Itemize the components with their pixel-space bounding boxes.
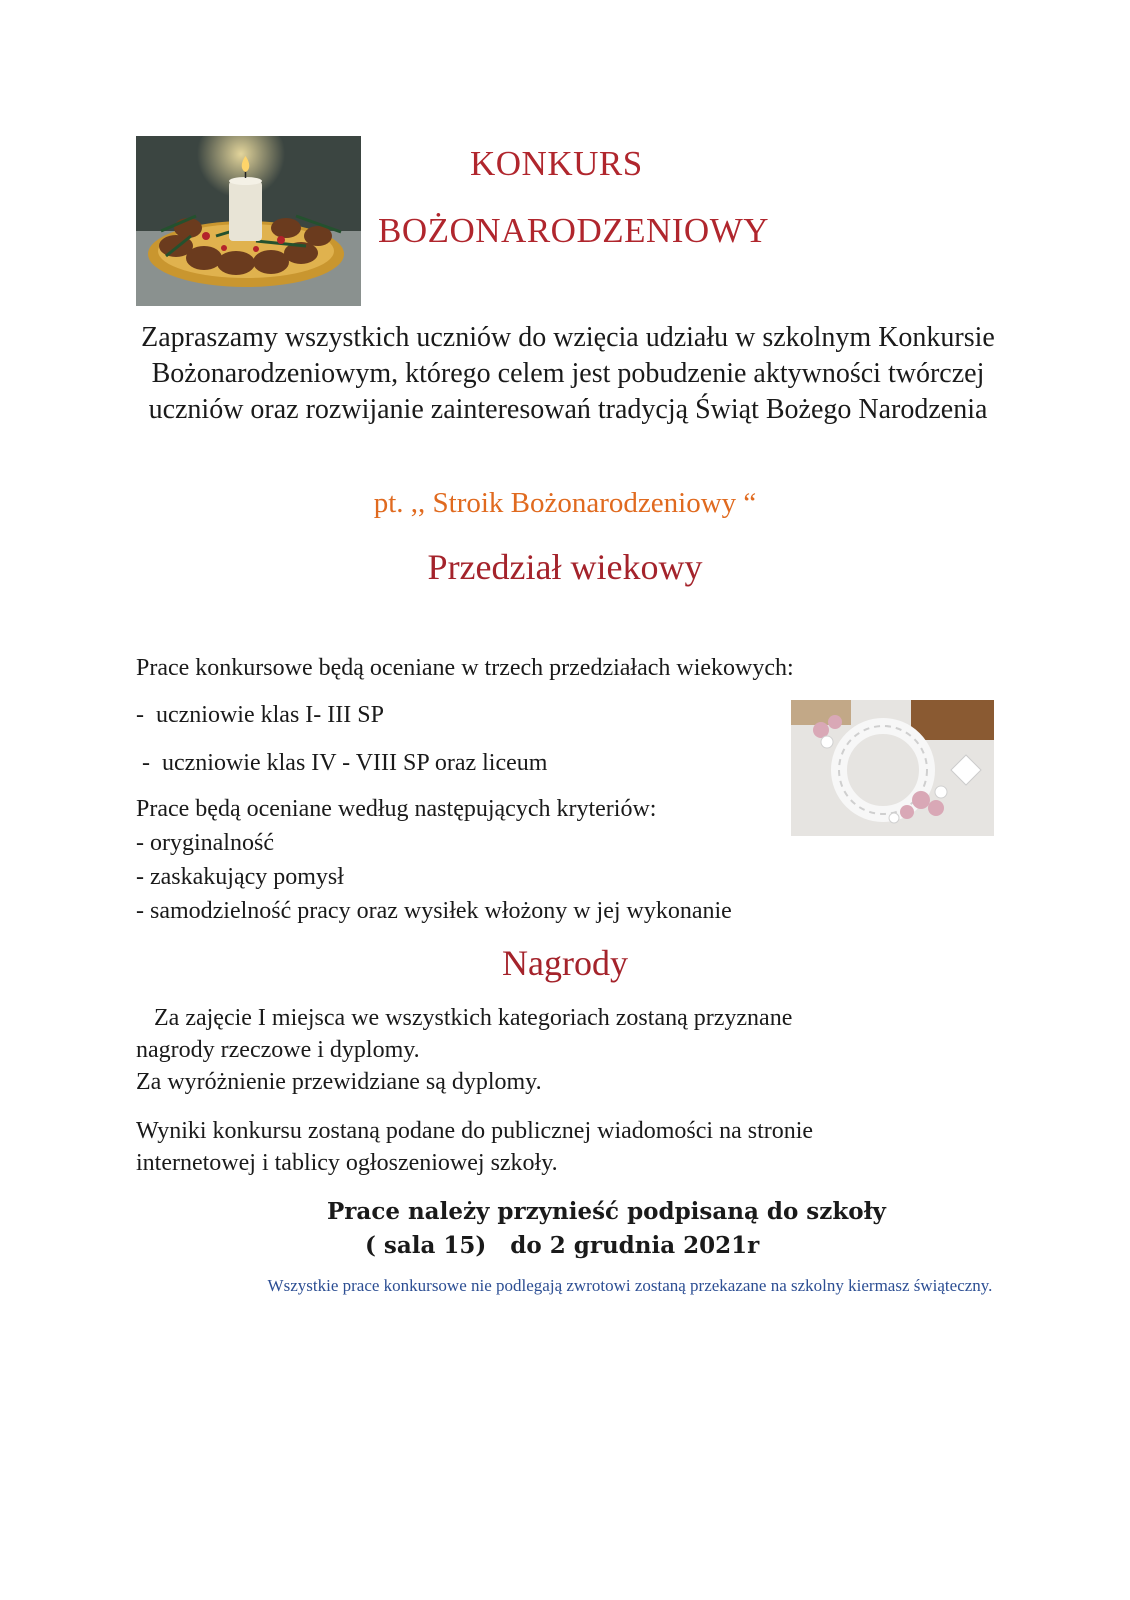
prizes-text: Za wyróżnienie przewidziane są dyplomy. — [136, 1069, 542, 1095]
footnote-text: Wszystkie prace konkursowe nie podlegają zwrotowi zostaną przekazane na szkolny kiermasz świąteczny. — [267, 1276, 993, 1295]
results-text: Wyniki konkursu zostaną podane do publicznej wiadomości na stronie — [136, 1118, 814, 1144]
title-line-2: BOŻONARODZENIOWY — [378, 211, 770, 250]
contest-subtitle: pt. ,, Stroik Bożonarodzeniowy “ — [373, 487, 757, 519]
prizes-section-heading: Nagrody — [502, 943, 628, 983]
prizes-text: Za zajęcie I miejsca we wszystkich kategoriach zostaną przyznane — [136, 1005, 793, 1031]
title-line-1: KONKURS — [470, 144, 643, 183]
deadline-line-2: ( sala 15) do 2 grudnia 2021r — [365, 1232, 760, 1259]
criteria-lead-text: Prace będą oceniane według następujących kryteriów: — [136, 796, 657, 822]
deadline-line-1: Prace należy przynieść podpisaną do szkoły — [327, 1198, 886, 1225]
criteria-item: - oryginalność — [136, 830, 274, 856]
results-text: internetowej i tablicy ogłoszeniowej szkoły. — [136, 1150, 558, 1176]
criteria-item: - samodzielność pracy oraz wysiłek włożony w jej wykonanie — [136, 898, 732, 924]
intro-paragraph: Zapraszamy wszystkich uczniów do wzięcia udziału w szkolnym Konkursie Bożonarodzeniowym, którego celem jest pobudzenie aktywności twórczej uczniów oraz rozwijanie zainteresowań tradycją Świąt Bożego Narodzenia — [141, 322, 995, 425]
advent-wreath-photo — [136, 136, 361, 306]
age-group-item: - uczniowie klas I- III SP — [136, 702, 384, 728]
age-section-heading: Przedział wiekowy — [427, 547, 703, 587]
age-group-item: - uczniowie klas IV - VIII SP oraz liceum — [136, 750, 548, 776]
age-lead-text: Prace konkursowe będą oceniane w trzech przedziałach wiekowych: — [136, 655, 794, 681]
prizes-text: nagrody rzeczowe i dyplomy. — [136, 1037, 420, 1063]
criteria-item: - zaskakujący pomysł — [136, 864, 344, 890]
white-wreath-photo — [791, 700, 994, 836]
